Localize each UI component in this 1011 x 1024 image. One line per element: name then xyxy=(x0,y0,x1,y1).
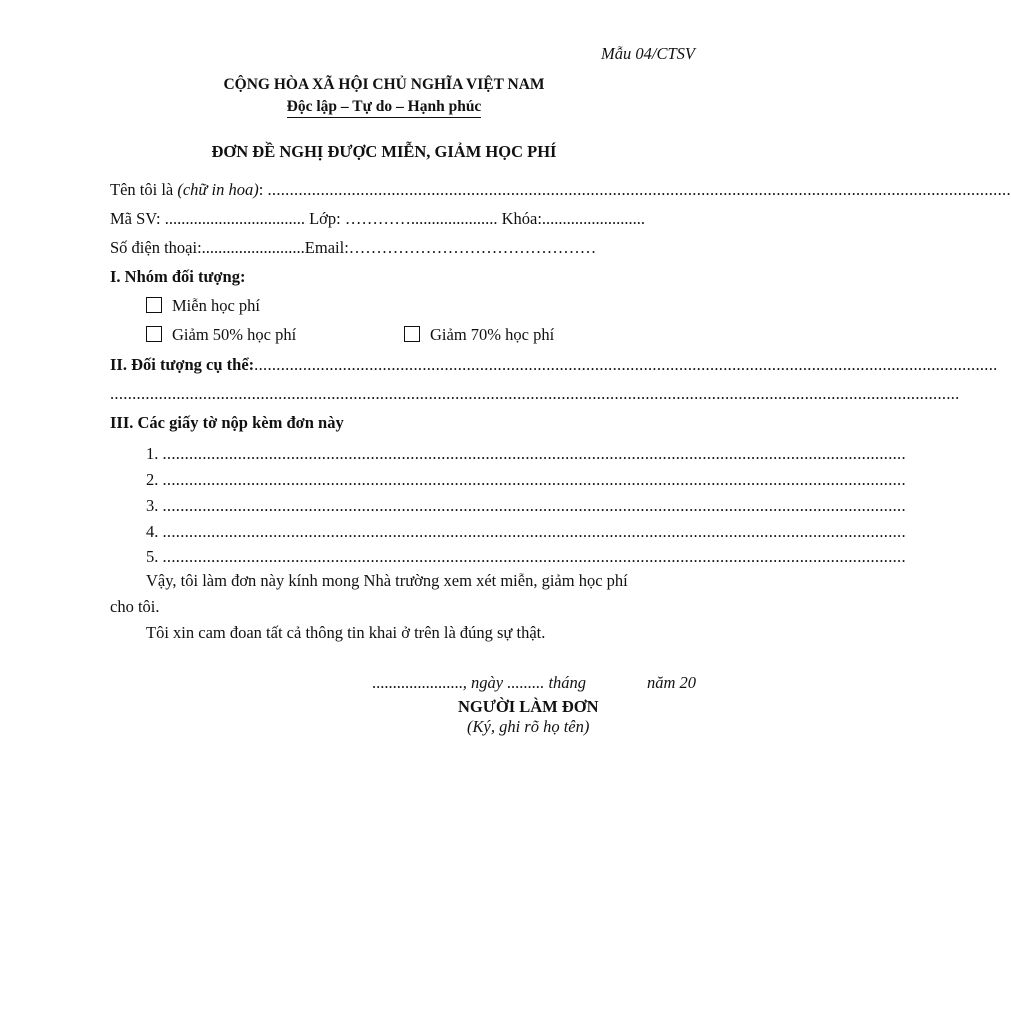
year-text: năm 20 xyxy=(646,673,696,692)
section2-continuation-row[interactable] xyxy=(110,384,960,404)
attachment-input-dots[interactable]: ........................................................................................................................................................................ xyxy=(162,444,906,463)
attachment-number: 2. xyxy=(146,470,163,489)
section2-continuation-dots[interactable]: ................................................................................................................................................................................................ xyxy=(110,384,960,403)
year-label: Khóa: xyxy=(497,209,542,228)
attachment-input-dots[interactable]: ........................................................................................................................................................................ xyxy=(162,470,906,489)
motto-text: Độc lập – Tự do – Hạnh phúc xyxy=(287,98,482,118)
form-code: Mẫu 04/CTSV xyxy=(601,44,695,63)
checkbox-reduce70[interactable] xyxy=(404,326,420,342)
signature-hint: (Ký, ghi rõ họ tên) xyxy=(467,717,590,736)
attachment-row[interactable] xyxy=(146,444,906,464)
attachment-row[interactable] xyxy=(146,522,906,542)
option-reduce50[interactable] xyxy=(146,325,296,345)
signer-title: NGƯỜI LÀM ĐƠN xyxy=(458,697,599,716)
year-input-dots[interactable]: ......................... xyxy=(541,209,646,228)
attachment-number: 3. xyxy=(146,496,163,515)
attachment-row[interactable] xyxy=(146,547,906,567)
pledge-text: Tôi xin cam đoan tất cả thông tin khai ở trên là đúng sự thật. xyxy=(146,623,546,642)
attachment-number: 5. xyxy=(146,547,163,566)
name-hint: (chữ in hoa) xyxy=(177,180,259,199)
phone-input-dots[interactable]: ......................... xyxy=(201,238,305,257)
form-title: ĐƠN ĐỀ NGHỊ ĐƯỢC MIỄN, GIẢM HỌC PHÍ xyxy=(211,142,557,161)
phone-label: Số điện thoại: xyxy=(110,238,202,257)
attachment-input-dots[interactable]: ........................................................................................................................................................................ xyxy=(162,496,906,515)
email-label: Email: xyxy=(304,238,349,257)
class-label: Lớp: xyxy=(304,209,345,228)
name-label: Tên tôi là xyxy=(110,180,178,199)
section2-input-dots[interactable]: ........................................................................................................................................................................ xyxy=(254,355,998,374)
option-reduce70[interactable] xyxy=(404,325,554,345)
request-line-2: cho tôi. xyxy=(110,597,160,616)
section1-title: I. Nhóm đối tượng: xyxy=(110,267,246,286)
option-reduce50-label: Giảm 50% học phí xyxy=(172,325,297,344)
attachment-number: 1. xyxy=(146,444,163,463)
student-id-label: Mã SV: xyxy=(110,209,165,228)
attachment-row[interactable] xyxy=(146,496,906,516)
student-id-input-dots[interactable]: .................................. xyxy=(164,209,305,228)
attachment-number: 4. xyxy=(146,522,163,541)
class-input-dots[interactable]: ..................... xyxy=(410,209,498,228)
name-colon: : xyxy=(258,180,268,199)
email-input-ellipsis[interactable]: ……………………………………… xyxy=(348,238,597,257)
option-exempt[interactable] xyxy=(146,296,260,316)
national-header: CỘNG HÒA XÃ HỘI CHỦ NGHĨA VIỆT NAM xyxy=(223,76,545,93)
name-field-row[interactable] xyxy=(110,180,1011,200)
attachment-input-dots[interactable]: ........................................................................................................................................................................ xyxy=(162,522,906,541)
date-line xyxy=(372,673,586,693)
date-text: , ngày ......... tháng xyxy=(462,673,587,692)
option-exempt-label: Miễn học phí xyxy=(172,296,260,315)
checkbox-exempt[interactable] xyxy=(146,297,162,313)
class-input-ellipsis[interactable]: ………… xyxy=(344,209,411,228)
request-line-1: Vậy, tôi làm đơn này kính mong Nhà trường xem xét miễn, giảm học phí xyxy=(146,571,628,590)
section2-title: II. Đối tượng cụ thể: xyxy=(110,355,255,374)
checkbox-reduce50[interactable] xyxy=(146,326,162,342)
attachment-row[interactable] xyxy=(146,470,906,490)
section2-row[interactable] xyxy=(110,355,998,375)
name-input-dots[interactable]: ........................................................................................................................................................................ xyxy=(267,180,1011,199)
motto xyxy=(0,98,768,116)
place-input-dots[interactable]: ...................... xyxy=(372,673,463,692)
option-reduce70-label: Giảm 70% học phí xyxy=(430,325,555,344)
section3-title: III. Các giấy tờ nộp kèm đơn này xyxy=(110,413,344,432)
contact-row xyxy=(110,238,696,258)
attachment-input-dots[interactable]: ........................................................................................................................................................................ xyxy=(162,547,906,566)
student-id-row xyxy=(110,209,696,229)
